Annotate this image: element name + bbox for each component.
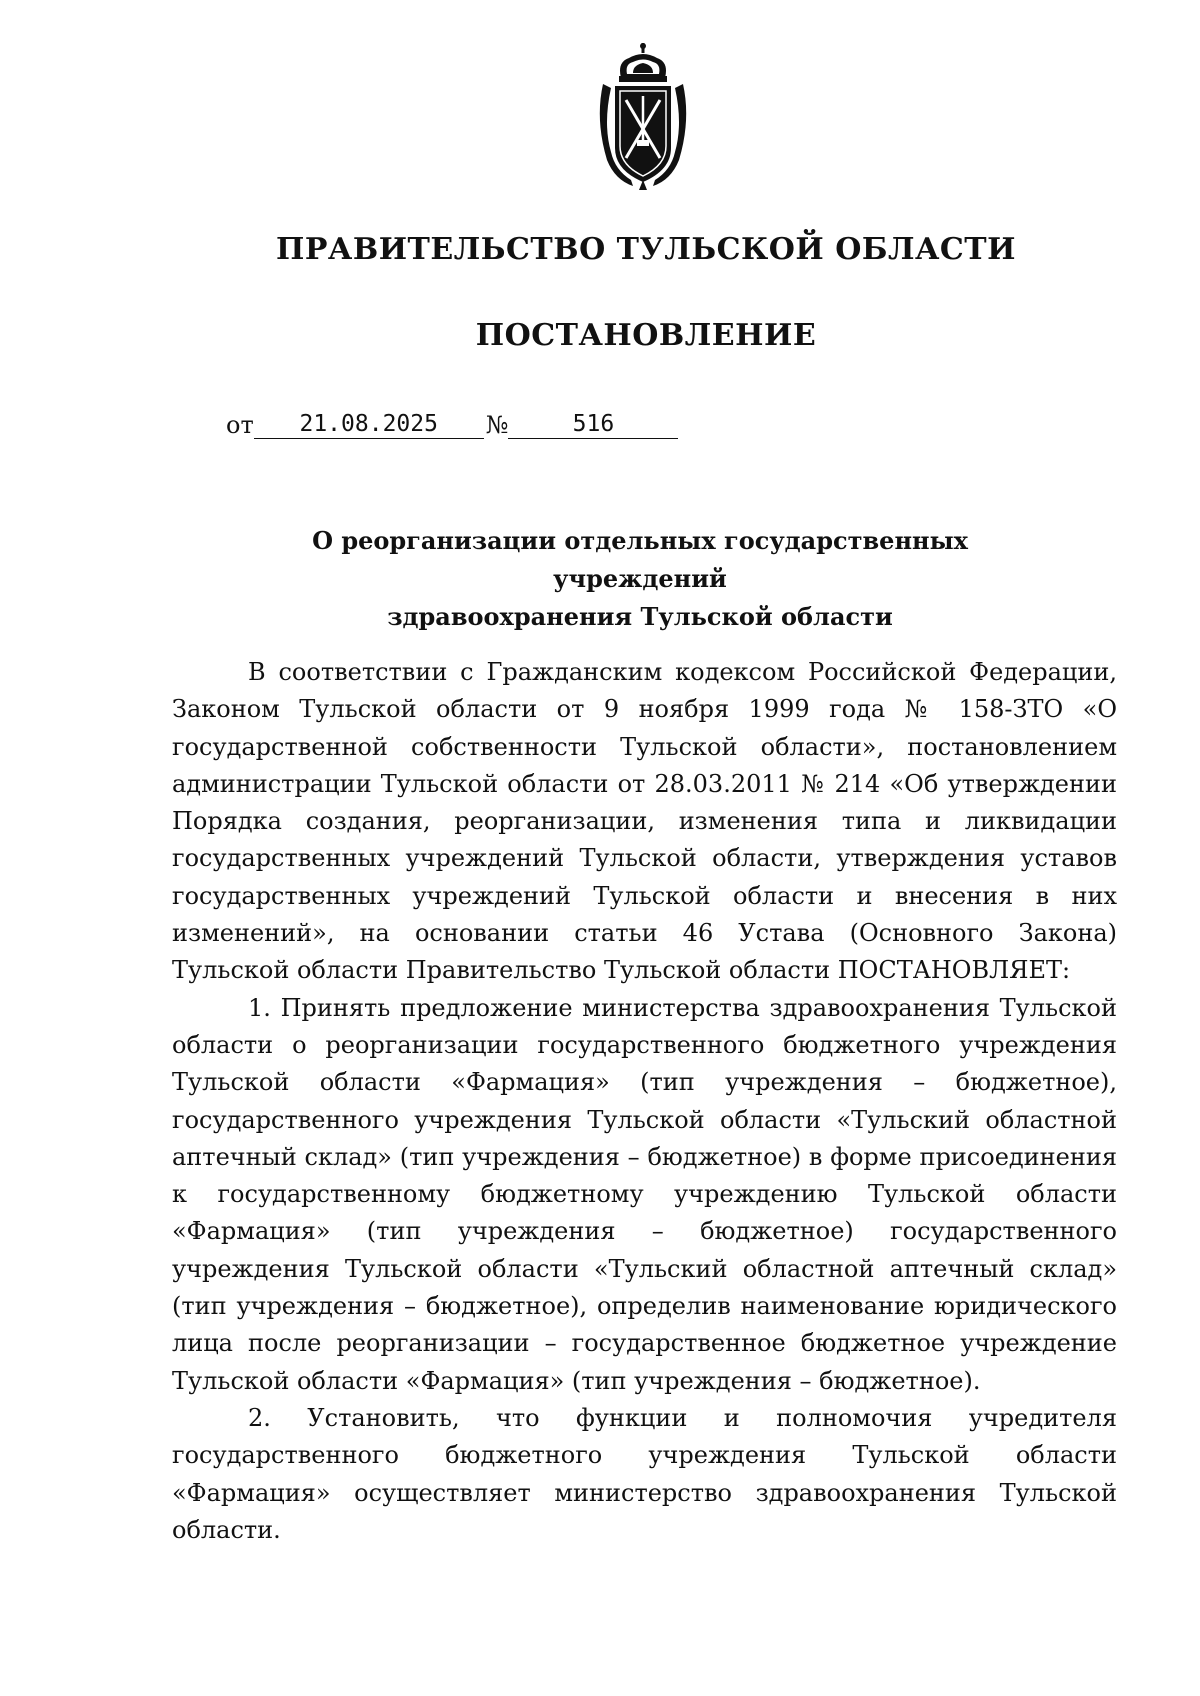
number-prefix: № <box>485 411 509 439</box>
subject-line-2: здравоохранения Тульской области <box>387 602 893 631</box>
date-prefix: от <box>226 411 254 439</box>
document-subject <box>240 522 1040 636</box>
preamble-paragraph: В соответствии с Гражданским кодексом Российской Федерации, Законом Тульской области от 9 ноября 1999 года № 158-ЗТО «О государственной собственности Тульской области», постановлением администрации Тульской области от 28.03.2011 № 214 «Об утверждении Порядка создания, реорганизации, изменения типа и ликвидации государственных учреждений Тульской области, утверждения уставов государственных учреждений Тульской области и внесения в них изменений», на основании статьи 46 Устава (Основного Закона) Тульской области Правительство Тульской области ПОСТАНОВЛЯЕТ: <box>172 658 1117 985</box>
document-type-title: ПОСТАНОВЛЕНИЕ <box>475 318 817 353</box>
coat-of-arms-icon <box>593 40 693 192</box>
document-number: 516 <box>508 410 678 439</box>
document-body <box>172 654 1117 1549</box>
date-number-line <box>226 410 678 439</box>
document-date: 21.08.2025 <box>254 410 484 439</box>
subject-line-1: О реорганизации отдельных государственных учреждений <box>312 526 968 593</box>
government-title: ПРАВИТЕЛЬСТВО ТУЛЬСКОЙ ОБЛАСТИ <box>276 232 1016 267</box>
item-1-paragraph: 1. Принять предложение министерства здравоохранения Тульской области о реорганизации государственного бюджетного учреждения Тульской области «Фармация» (тип учреждения – бюджетное), государственного учреждения Тульской области «Тульский областной аптечный склад» (тип учреждения – бюджетное) в форме присоединения к государственному бюджетному учреждению Тульской области «Фармация» (тип учреждения – бюджетное) государственного учреждения Тульской области «Тульский областной аптечный склад» (тип учреждения – бюджетное), определив наименование юридического лица после реорганизации – государственное бюджетное учреждение Тульской области «Фармация» (тип учреждения – бюджетное). <box>172 993 1117 1395</box>
item-2-paragraph: 2. Установить, что функции и полномочия учредителя государственного бюджетного учреждения Тульской области «Фармация» осуществляет министерство здравоохранения Тульской области. <box>172 1403 1117 1544</box>
